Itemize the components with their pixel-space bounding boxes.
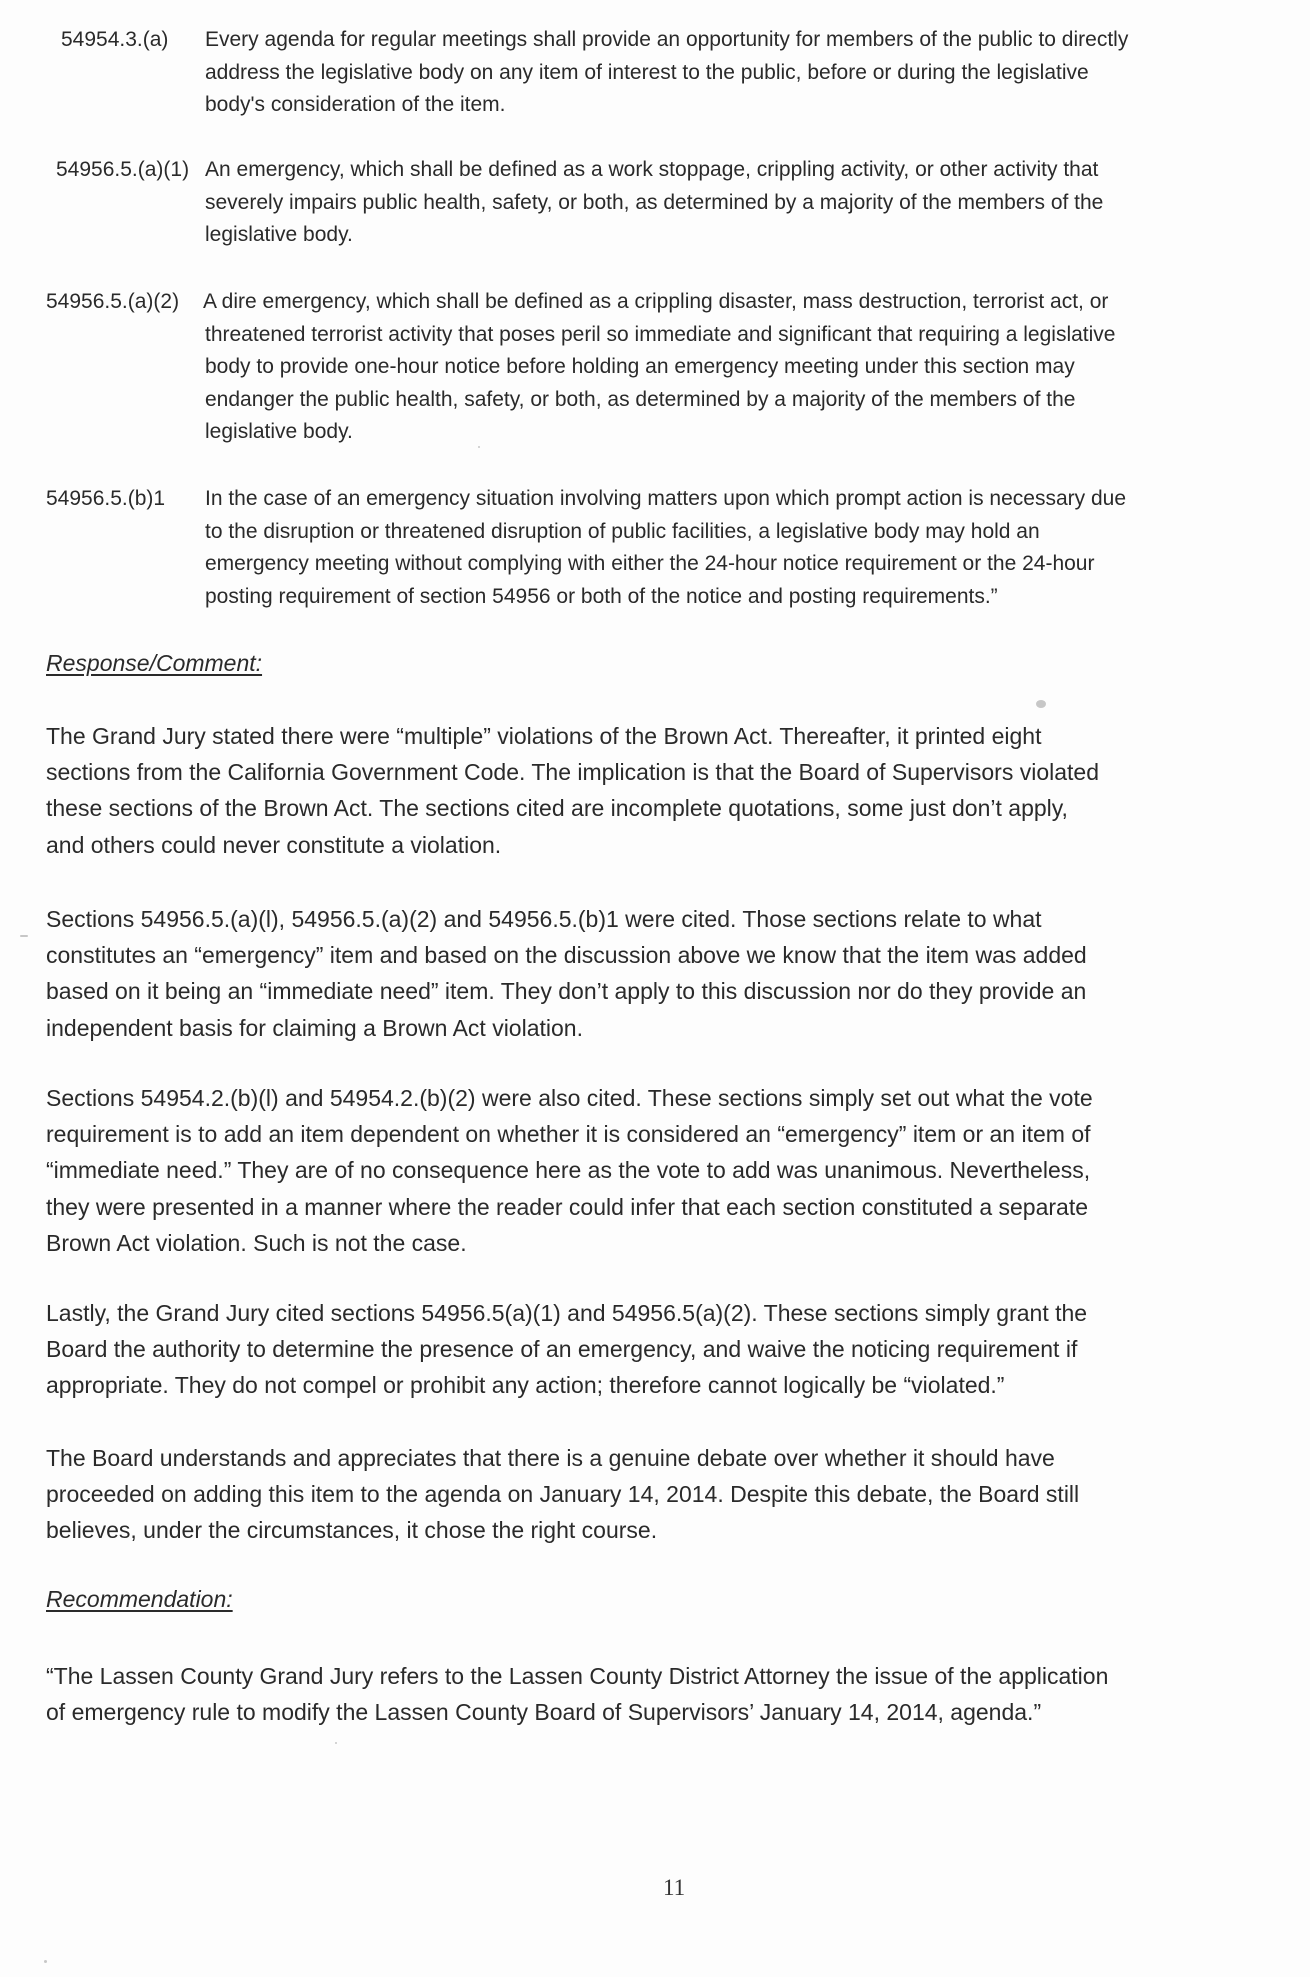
- paragraph-line: constitutes an “emergency” item and based on the discussion above we know that the item was added: [46, 942, 1087, 969]
- response-paragraph: [46, 1080, 1310, 1261]
- paragraph-line: “immediate need.” They are of no consequence here as the vote to add was unanimous. Nevertheless,: [46, 1157, 1091, 1184]
- citation-line: body's consideration of the item.: [205, 93, 506, 116]
- citation-line: endanger the public health, safety, or both, as determined by a majority of the members of the: [205, 387, 1076, 411]
- citation-line: body to provide one-hour notice before holding an emergency meeting under this section may: [205, 355, 1075, 378]
- citation-line: posting requirement of section 54956 or both of the notice and posting requirements.”: [205, 584, 998, 608]
- paragraph-line: Board the authority to determine the presence of an emergency, and waive the noticing requirement if: [46, 1336, 1078, 1363]
- citation-line: to the disruption or threatened disruption of public facilities, a legislative body may hold an: [205, 519, 1040, 543]
- paragraph-line: Lastly, the Grand Jury cited sections 54956.5(a)(1) and 54956.5(a)(2). These sections simply grant the: [46, 1300, 1088, 1326]
- paragraph-line: requirement is to add an item dependent on whether it is considered an “emergency” item or an item of: [46, 1121, 1091, 1148]
- citation-line: emergency meeting without complying with either the 24-hour notice requirement or the 24-hour: [205, 552, 1095, 575]
- page-number: 11: [663, 1875, 686, 1900]
- response-paragraph: [46, 718, 1310, 863]
- scan-speck: [20, 935, 28, 937]
- citation-text: [205, 483, 1310, 613]
- citation-line: address the legislative body on any item of interest to the public, before or during the legislative: [205, 60, 1089, 84]
- citation-line: severely impairs public health, safety, or both, as determined by a majority of the members of the: [205, 190, 1104, 214]
- paragraph-line: based on it being an “immediate need” item. They don’t apply to this discussion nor do they provide an: [46, 978, 1087, 1005]
- paragraph-line: sections from the California Government Code. The implication is that the Board of Supervisors violated: [46, 759, 1099, 786]
- recommendation-heading: Recommendation:: [46, 1586, 233, 1612]
- response-paragraph: [46, 901, 1310, 1046]
- paragraph-line: The Board understands and appreciates that there is a genuine debate over whether it should have: [46, 1445, 1055, 1471]
- citation-line: legislative body.: [205, 420, 353, 443]
- citation-label: 54954.3.(a): [61, 28, 169, 51]
- citation-line: Every agenda for regular meetings shall provide an opportunity for members of the public to directly: [205, 28, 1129, 51]
- citation-label: 54956.5.(b)1: [46, 487, 166, 510]
- citation-text: [205, 286, 1310, 449]
- citation-text: [205, 154, 1310, 252]
- citation-line: legislative body.: [205, 223, 353, 246]
- paragraph-line: independent basis for claiming a Brown Act violation.: [46, 1014, 583, 1041]
- citation-line: An emergency, which shall be defined as a work stoppage, crippling activity, or other activity that: [205, 158, 1099, 181]
- citation-line: A dire emergency, which shall be defined as a crippling disaster, mass destruction, terrorist act, or: [203, 290, 1109, 313]
- paragraph-line: and others could never constitute a violation.: [46, 831, 502, 858]
- paragraph-line: believes, under the circumstances, it chose the right course.: [46, 1517, 658, 1544]
- paragraph-line: Sections 54954.2.(b)(l) and 54954.2.(b)(2) were also cited. These sections simply set out what the vote: [46, 1085, 1093, 1111]
- paragraph-line: “The Lassen County Grand Jury refers to the Lassen County District Attorney the issue of the application: [46, 1663, 1109, 1689]
- response-paragraph: [46, 1440, 1310, 1549]
- citation-line: threatened terrorist activity that poses peril so immediate and significant that requiring a legislative: [205, 322, 1116, 346]
- scan-speck: [478, 446, 480, 448]
- recommendation-text: [46, 1658, 1310, 1730]
- paragraph-line: proceeded on adding this item to the agenda on January 14, 2014. Despite this debate, the Board still: [46, 1481, 1080, 1508]
- paragraph-line: they were presented in a manner where the reader could infer that each section constituted a separate: [46, 1193, 1089, 1220]
- paragraph-line: The Grand Jury stated there were “multiple” violations of the Brown Act. Thereafter, it printed eight: [46, 723, 1042, 749]
- paragraph-line: Sections 54956.5.(a)(l), 54956.5.(a)(2) and 54956.5.(b)1 were cited. Those sections relate to what: [46, 906, 1042, 932]
- scan-speck: [44, 1960, 47, 1963]
- paragraph-line: of emergency rule to modify the Lassen County Board of Supervisors’ January 14, 2014, agenda.”: [46, 1699, 1042, 1726]
- paragraph-line: these sections of the Brown Act. The sections cited are incomplete quotations, some just don’t apply,: [46, 795, 1068, 822]
- paragraph-line: Brown Act violation. Such is not the case.: [46, 1229, 467, 1256]
- citation-text: [205, 24, 1310, 122]
- citation-line: In the case of an emergency situation involving matters upon which prompt action is necessary due: [205, 487, 1126, 510]
- paragraph-line: appropriate. They do not compel or prohibit any action; therefore cannot logically be “violated.”: [46, 1372, 1005, 1399]
- response-paragraph: [46, 1295, 1310, 1404]
- citation-label: 54956.5.(a)(2): [46, 290, 180, 313]
- scan-speck: [335, 1742, 337, 1744]
- response-comment-heading: Response/Comment:: [46, 650, 263, 676]
- scan-speck: [1036, 700, 1046, 708]
- citation-label: 54956.5.(a)(1): [56, 158, 190, 181]
